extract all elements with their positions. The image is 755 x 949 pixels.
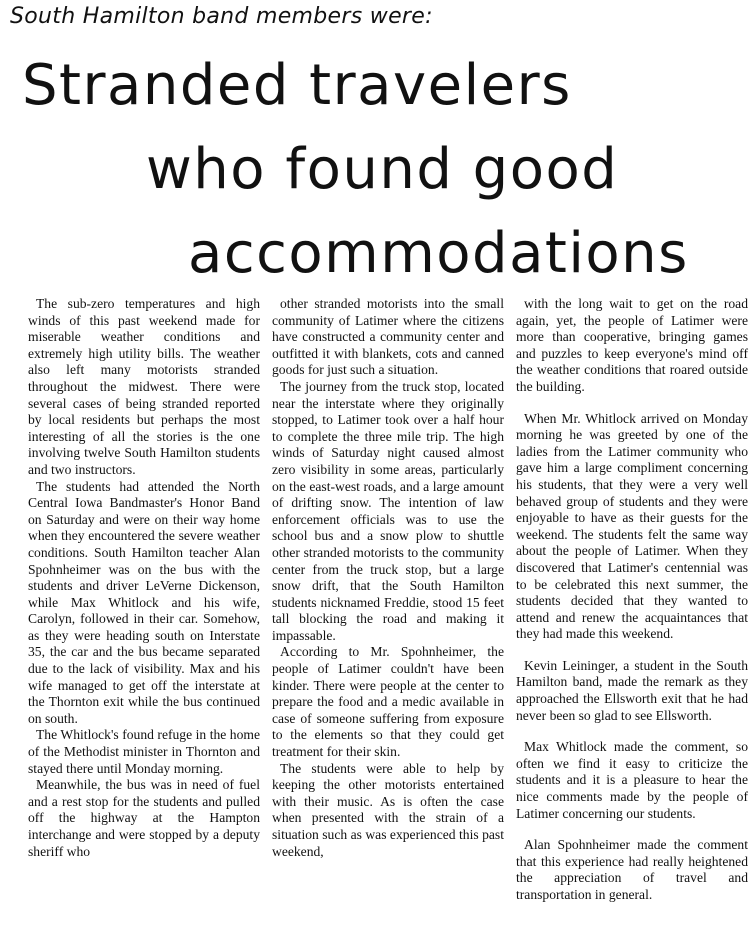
paragraph: The students were able to help by keeping the other motorists entertained with their music. As is often the case when presented with the strain of a situation such as was experienced this past weekend, <box>272 760 504 859</box>
paragraph: other stranded motorists into the small community of Latimer where the citizens have constructed a community center and outfitted it with blankets, cots and canned goods for just such a situation. <box>272 296 504 378</box>
paragraph: When Mr. Whitlock arrived on Monday morning he was greeted by one of the ladies from the Latimer community who gave him a large compliment concerning his students, that they were a very well behaved group of students and they were enjoyable to have as their guests for the weekend. The students felt the same way about the people of Latimer. When they discovered that Latimer's centennial was to be celebrated this next summer, the students decided that they wanted to attend and renew the acquaintances that they had made this weekend. <box>516 410 748 642</box>
paragraph: with the long wait to get on the road again, yet, the people of Latimer were more than cooperative, bringing games and puzzles to keep everyone's mind off the weather conditions that roared outside the building. <box>516 296 748 394</box>
paragraph: Max Whitlock made the comment, so often we find it easy to criticize the students and it is a pleasure to hear the nice comments made by the people of Latimer concerning our students. <box>516 739 748 821</box>
paragraph: The journey from the truck stop, located near the interstate where they originally stopped, to Latimer took over a half hour to complete the three mile trip. The high winds of Saturday night caused almost zero visibility in some areas, particularly on the east-west roads, and a large amount of drifting snow. The intention of law enforcement officials was to use the school bus and a snow plow to shuttle other stranded motorists to the community center from the truck stop, but a large snow drift, that the South Hamilton students nicknamed Freddie, stood 15 feet tall blocking the road and making it impassable. <box>272 378 504 643</box>
paragraph: According to Mr. Spohnheimer, the people of Latimer couldn't have been kinder. There were people at the center to prepare the food and a medic available in case of someone suffering from exposure to the elements so that they could get treatment for their skin. <box>272 644 504 760</box>
column-1 <box>28 296 260 946</box>
headline-line-1: Stranded travelers <box>22 53 572 118</box>
main-headline <box>0 44 755 296</box>
paragraph: The students had attended the North Central Iowa Bandmaster's Honor Band on Saturday and were on their way home when they encountered the severe weather conditions. South Hamilton teacher Alan Spohnheimer was on the bus with the students and driver LeVerne Dickenson, while Max Whitlock and his wife, Carolyn, followed in their car. Somehow, as they were heading south on Interstate 35, the car and the bus became separated due to the lack of visibility. Max and his wife managed to get off the interstate at the Thornton exit while the bus continued on south. <box>28 478 260 726</box>
headline-line-2: who found good <box>146 137 619 202</box>
column-3 <box>516 296 748 946</box>
paragraph: The Whitlock's found refuge in the home of the Methodist minister in Thornton and stayed there until Monday morning. <box>28 727 260 776</box>
kicker-headline: South Hamilton band members were: <box>10 4 433 29</box>
headline-line-3: accommodations <box>188 221 689 286</box>
paragraph: The sub-zero temperatures and high winds of this past weekend made for miserable weather conditions and extremely high utility bills. The weather also left many motorists stranded throughout the midwest. There were several cases of being stranded reported by local residents but perhaps the most interesting of all the stories is the one involving twelve South Hamilton students and two instructors. <box>28 296 260 477</box>
paragraph: Alan Spohnheimer made the comment that this experience had really heightened the appreciation of travel and transportation in general. <box>516 837 748 902</box>
paragraph: Meanwhile, the bus was in need of fuel and a rest stop for the students and pulled off the highway at the Hampton interchange and were stopped by a deputy sheriff who <box>28 777 260 859</box>
paragraph: Kevin Leininger, a student in the South Hamilton band, made the remark as they approached the Ellsworth exit that he had never been so glad to see Ellsworth. <box>516 657 748 723</box>
article-body <box>28 296 748 946</box>
column-2 <box>272 296 504 946</box>
